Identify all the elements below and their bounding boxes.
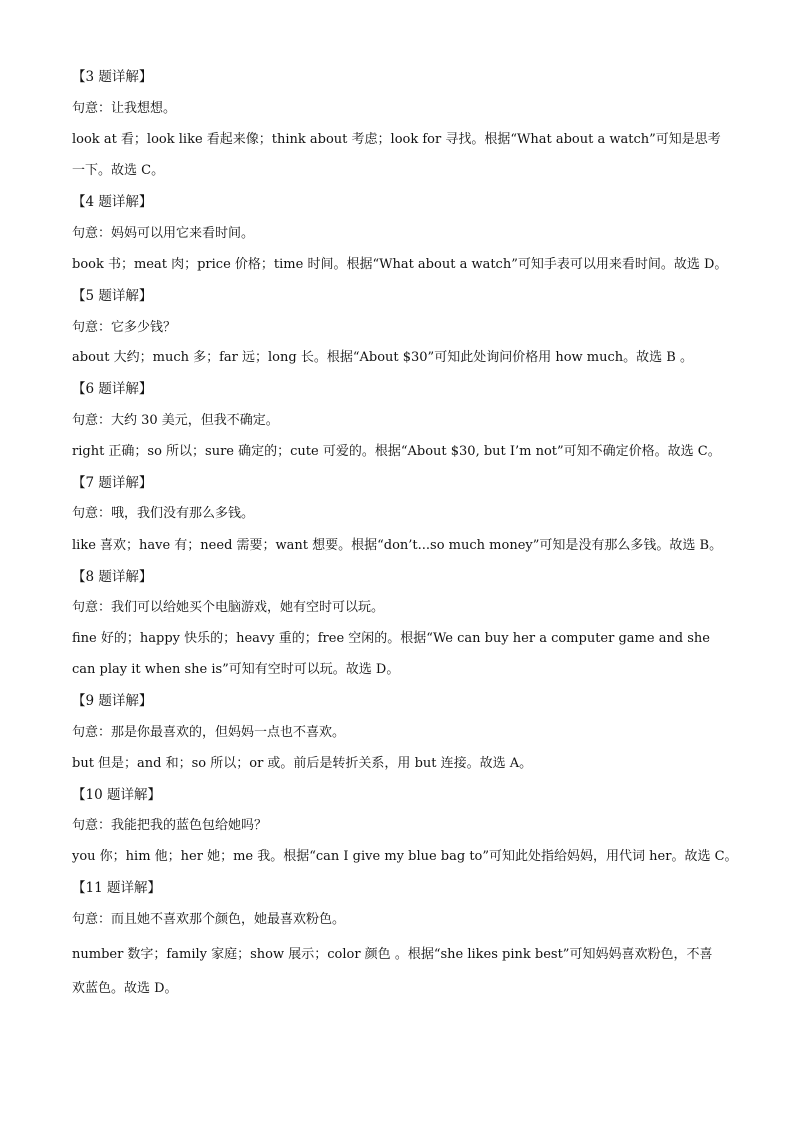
section-meaning-9: 句意：那是你最喜欢的，但妈妈一点也不喜欢。 [72, 725, 346, 740]
section-meaning-3: 句意：让我想想。 [72, 101, 177, 116]
section-meaning-8: 句意：我们可以给她买个电脑游戏，她有空时可以玩。 [72, 600, 385, 615]
section-explanation-10: you 你；him 他；her 她；me 我。根据“can I give my blue bag to”可知此处指给妈妈，用代词 her。故选 C。 [72, 849, 738, 864]
section-heading-8: 【8 题详解】 [72, 569, 153, 585]
section-explanation-6: right 正确；so 所以；sure 确定的；cute 可爱的。根据“About $30, but I’m not”可知不确定价格。故选 C。 [72, 444, 721, 459]
section-explanation-11: number 数字；family 家庭；show 展示；color 颜色 。根据“she likes pink best”可知妈妈喜欢粉色，不喜欢蓝色。故选 D。 [72, 947, 713, 996]
section-explanation-7: like 喜欢；have 有；need 需要；want 想要。根据“don’t...so much money”可知是没有那么多钱。故选 B。 [72, 538, 723, 553]
section-explanation-5: about 大约；much 多；far 远；long 长。根据“About $30”可知此处询问价格用 how much。故选 B 。 [72, 350, 693, 365]
section-heading-3: 【3 题详解】 [72, 69, 153, 85]
section-heading-7: 【7 题详解】 [72, 475, 153, 491]
section-meaning-10: 句意：我能把我的蓝色包给她吗？ [72, 818, 268, 833]
section-meaning-4: 句意：妈妈可以用它来看时间。 [72, 226, 255, 241]
section-explanation-4: book 书；meat 肉；price 价格；time 时间。根据“What about a watch”可知手表可以用来看时间。故选 D。 [72, 257, 728, 272]
section-explanation-9: but 但是；and 和；so 所以；or 或。前后是转折关系，用 but 连接。故选 A。 [72, 756, 533, 771]
section-heading-11: 【11 题详解】 [72, 880, 161, 896]
section-heading-10: 【10 题详解】 [72, 787, 161, 803]
section-meaning-7: 句意：哦，我们没有那么多钱。 [72, 506, 255, 521]
section-heading-4: 【4 题详解】 [72, 194, 153, 210]
section-explanation-3: look at 看；look like 看起来像；think about 考虑；look for 寻找。根据“What about a watch”可知是思考一下。故选 C。 [72, 132, 721, 178]
section-meaning-11: 句意：而且她不喜欢那个颜色，她最喜欢粉色。 [72, 912, 346, 927]
section-heading-6: 【6 题详解】 [72, 381, 153, 397]
section-meaning-5: 句意：它多少钱？ [72, 320, 177, 335]
section-heading-5: 【5 题详解】 [72, 288, 153, 304]
section-heading-9: 【9 题详解】 [72, 693, 153, 709]
section-meaning-6: 句意：大约 30 美元，但我不确定。 [72, 413, 279, 428]
section-explanation-8: fine 好的；happy 快乐的；heavy 重的；free 空闲的。根据“We can buy her a computer game and she can play it when she is”可知有空时可以玩。故选 D。 [72, 631, 711, 677]
